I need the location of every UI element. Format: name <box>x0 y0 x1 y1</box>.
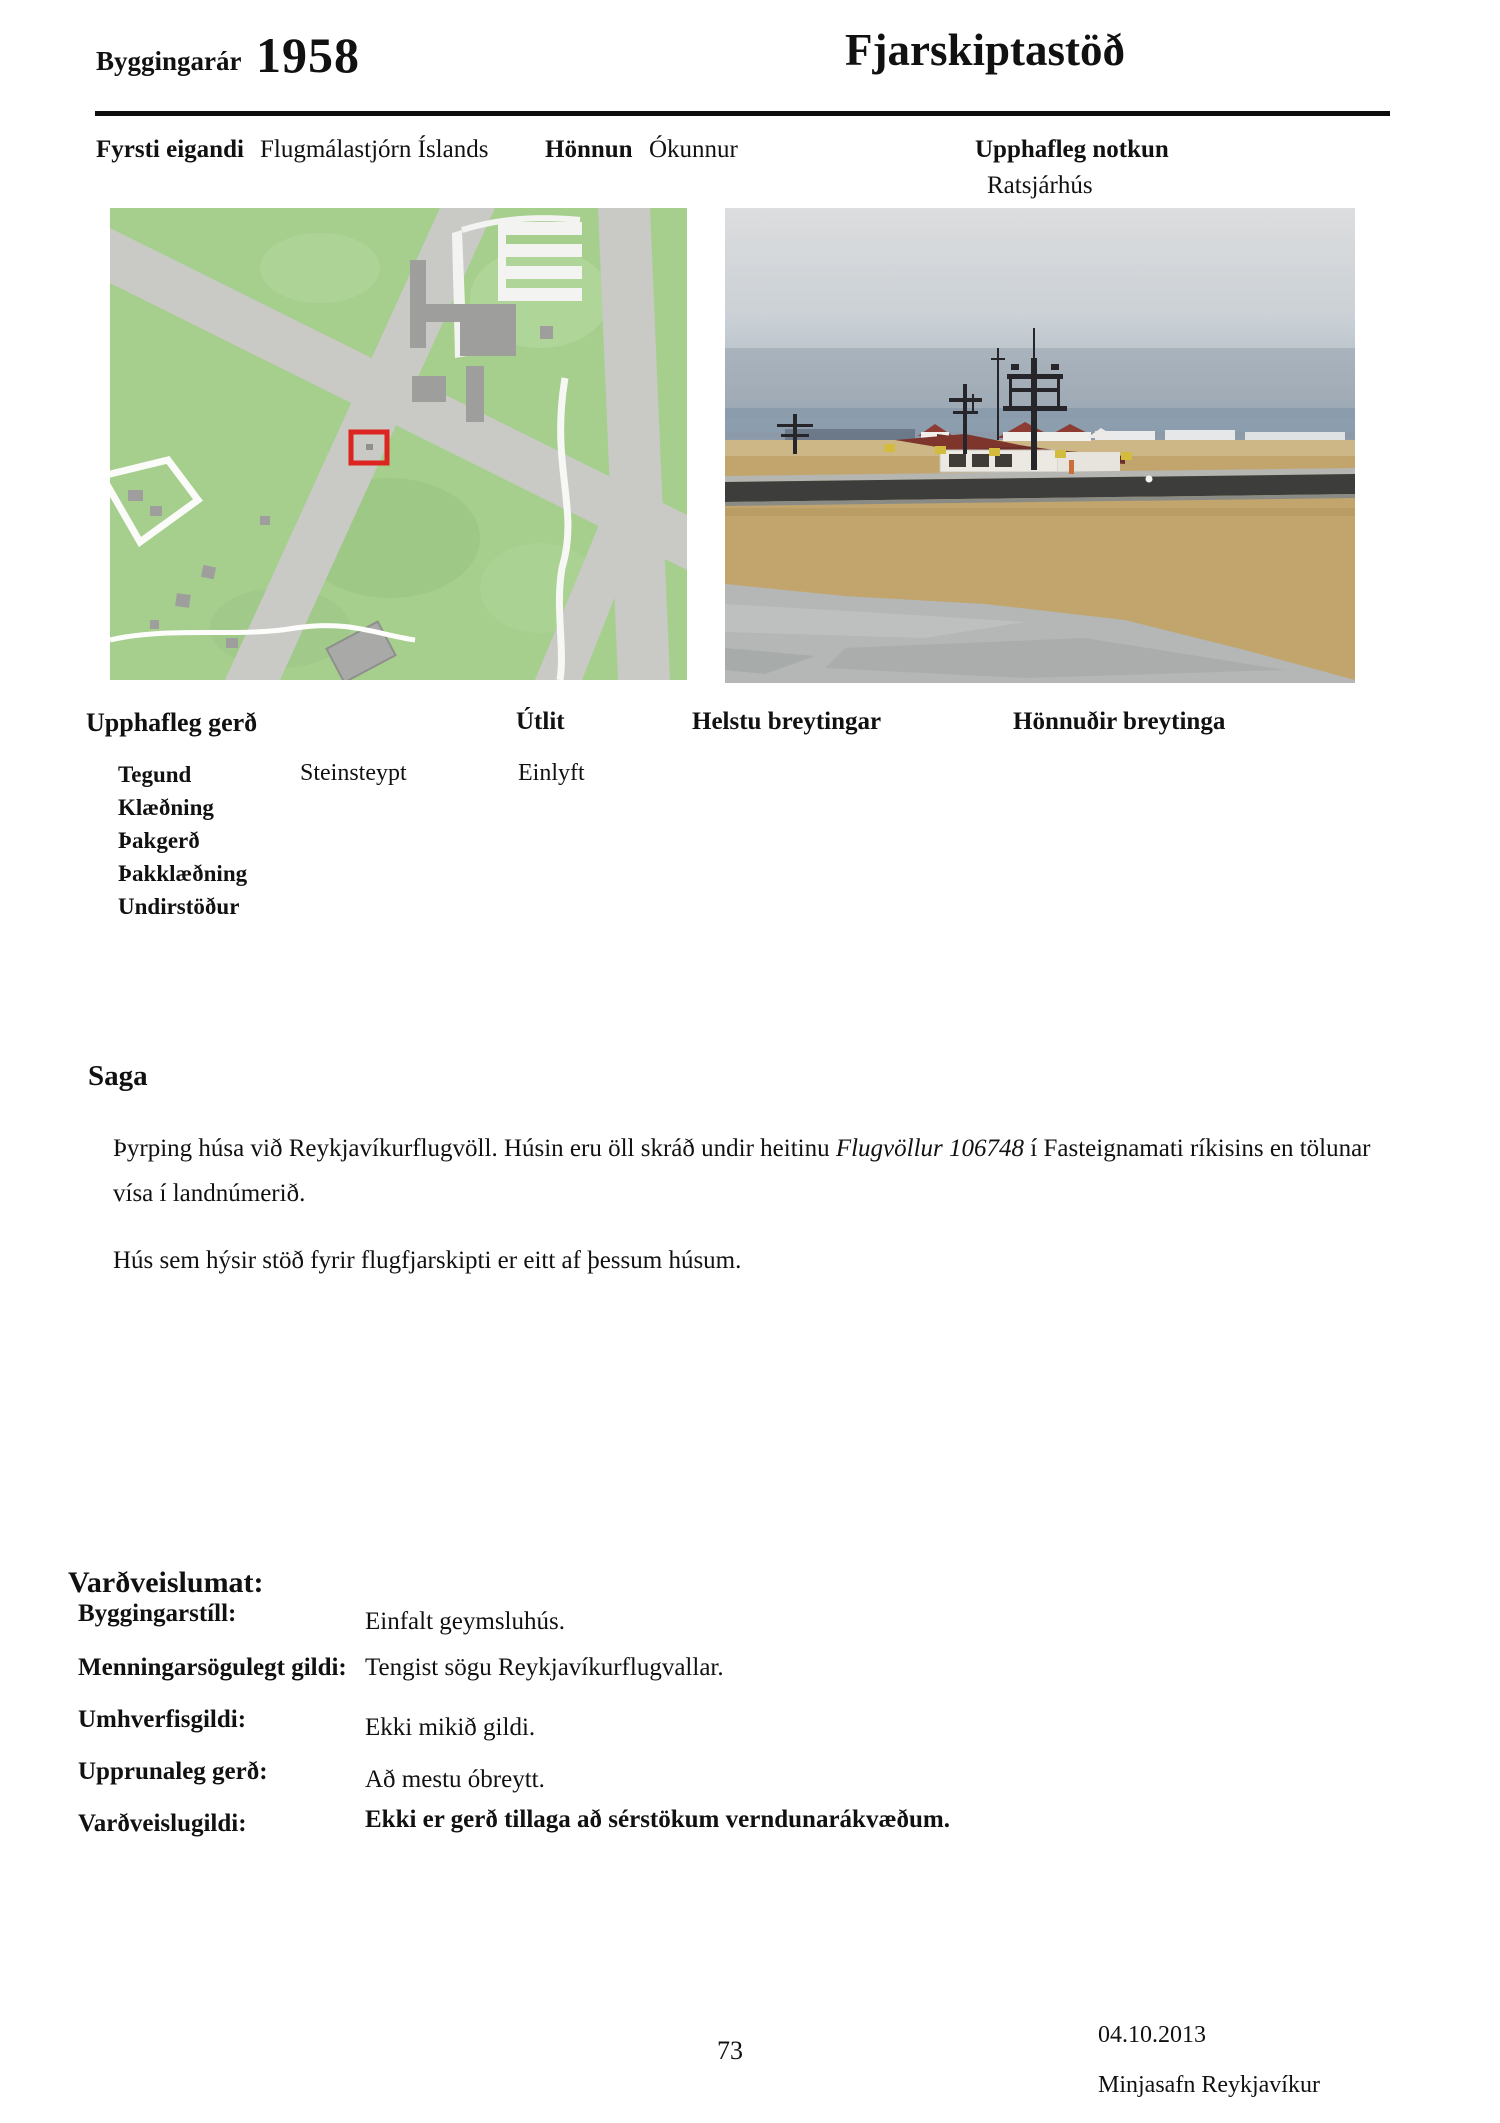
preservation-assessment-heading: Varðveislumat: <box>68 1566 264 1599</box>
type-label: Tegund <box>118 762 192 787</box>
original-form-label: Upprunaleg gerð: <box>78 1758 268 1785</box>
original-form-value: Að mestu óbreytt. <box>365 1766 545 1793</box>
first-owner-value: Flugmálastjórn Íslands <box>260 136 489 163</box>
first-owner-label: Fyrsti eigandi <box>96 136 244 163</box>
roof-type-label: Þakgerð <box>118 828 200 853</box>
architectural-style-value: Einfalt geymsluhús. <box>365 1608 565 1635</box>
history-paragraph-1 <box>113 1126 1383 1216</box>
aerial-map-image <box>110 208 687 680</box>
footer-date: 04.10.2013 <box>1098 2022 1206 2048</box>
section-appearance-heading: Útlit <box>516 708 565 735</box>
building-year-label: Byggingarár <box>96 46 242 76</box>
cultural-value-label: Menningarsögulegt gildi: <box>78 1654 347 1681</box>
roof-cladding-label: Þakklæðning <box>118 861 248 886</box>
appearance-value: Einlyft <box>518 760 585 786</box>
cultural-value-value: Tengist sögu Reykjavíkurflugvallar. <box>365 1654 724 1681</box>
section-main-changes-heading: Helstu breytingar <box>692 708 882 735</box>
section-original-form-heading: Upphafleg gerð <box>86 708 258 737</box>
design-label: Hönnun <box>545 136 633 163</box>
original-use-label: Upphafleg notkun <box>975 136 1169 163</box>
preservation-value-value: Ekki er gerð tillaga að sérstökum verndunarákvæðum. <box>365 1806 950 1833</box>
history-p1-text: Þyrping húsa við Reykjavíkurflugvöll. Húsin eru öll skráð undir heitinu <box>113 1135 836 1162</box>
foundations-label: Undirstöður <box>118 894 240 919</box>
radar-station-photo <box>725 208 1355 683</box>
cladding-label: Klæðning <box>118 795 214 820</box>
design-value: Ókunnur <box>649 136 738 163</box>
building-year-value: 1958 <box>256 27 360 83</box>
history-p1-property-name: Flugvöllur 106748 <box>835 1135 1025 1162</box>
original-use-value: Ratsjárhús <box>987 172 1093 199</box>
page-title: Fjarskiptastöð <box>845 25 1125 75</box>
architectural-style-label: Byggingarstíll: <box>78 1600 237 1627</box>
header-rule <box>95 111 1390 116</box>
section-change-designers-heading: Hönnuðir breytinga <box>1013 708 1226 735</box>
preservation-value-label: Varðveislugildi: <box>78 1810 247 1837</box>
history-paragraph-2: Hús sem hýsir stöð fyrir flugfjarskipti er eitt af þessum húsum. <box>113 1247 742 1274</box>
environmental-value-label: Umhverfisgildi: <box>78 1706 247 1733</box>
type-value: Steinsteypt <box>300 760 407 786</box>
page-number: 73 <box>717 2036 743 2065</box>
history-p1-text-end: í Fasteignamati ríkisins en tölunar vísa í landnúmerið. <box>113 1135 1371 1207</box>
footer-organization: Minjasafn Reykjavíkur <box>1098 2072 1320 2098</box>
history-heading: Saga <box>88 1060 148 1092</box>
environmental-value-value: Ekki mikið gildi. <box>365 1714 536 1741</box>
